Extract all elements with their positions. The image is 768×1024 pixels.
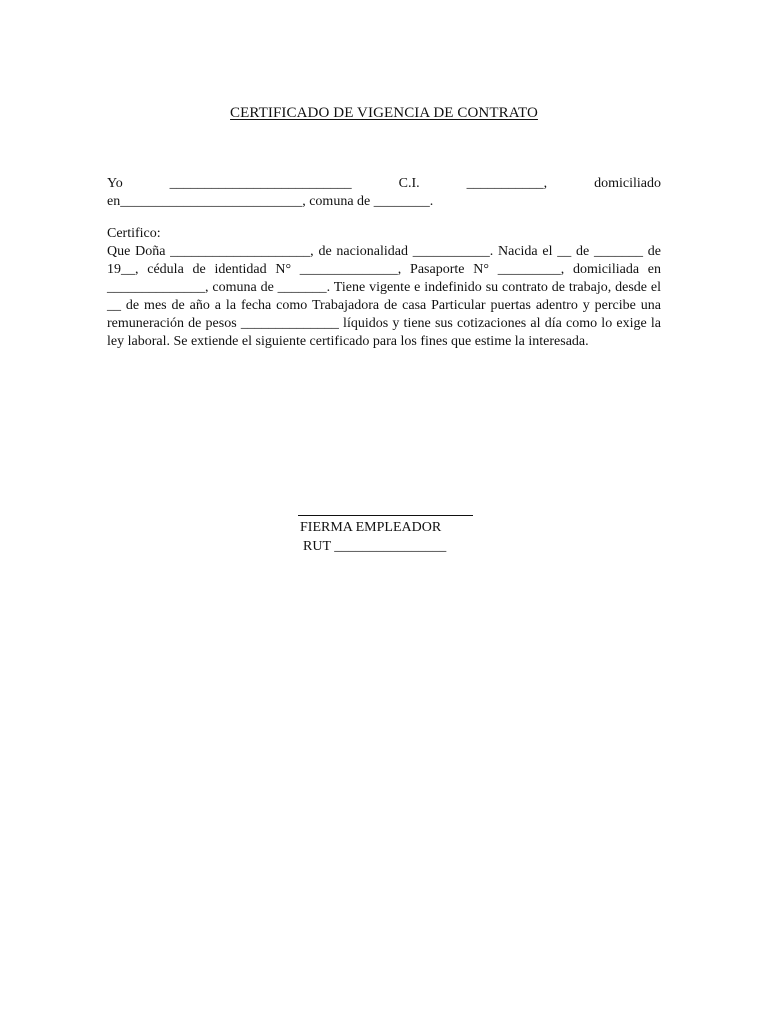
intro-line-1: Yo __________________________ C.I. ___________, domiciliado xyxy=(107,176,661,191)
signature-name-label: FIERMA EMPLEADOR xyxy=(300,520,442,535)
signature-block xyxy=(298,515,474,556)
intro-paragraph xyxy=(107,175,661,211)
intro-line-2: en__________________________, comuna de ________. xyxy=(107,194,434,209)
certifico-label: Certifico: xyxy=(107,226,161,241)
document-title: CERTIFICADO DE VIGENCIA DE CONTRATO xyxy=(230,105,538,121)
signature-rut-label: RUT ________________ xyxy=(303,539,447,554)
signature-line xyxy=(298,515,473,516)
certification-body: Que Doña ____________________, de nacionalidad ___________. Nacida el __ de _______ de 19__, cédula de identidad N° ______________, Pasaporte N° _________, domiciliada en ______________, comuna de _______. Tiene vigente e indefinido su contrato de trabajo, desde el __ de mes de año a la fecha como Trabajadora de casa Particular puertas adentro y percibe una remuneración de pesos ______________ líquidos y tiene sus cotizaciones al día como lo exige la ley laboral. Se extiende el siguiente certificado para los fines que estime la interesada. xyxy=(107,244,661,349)
